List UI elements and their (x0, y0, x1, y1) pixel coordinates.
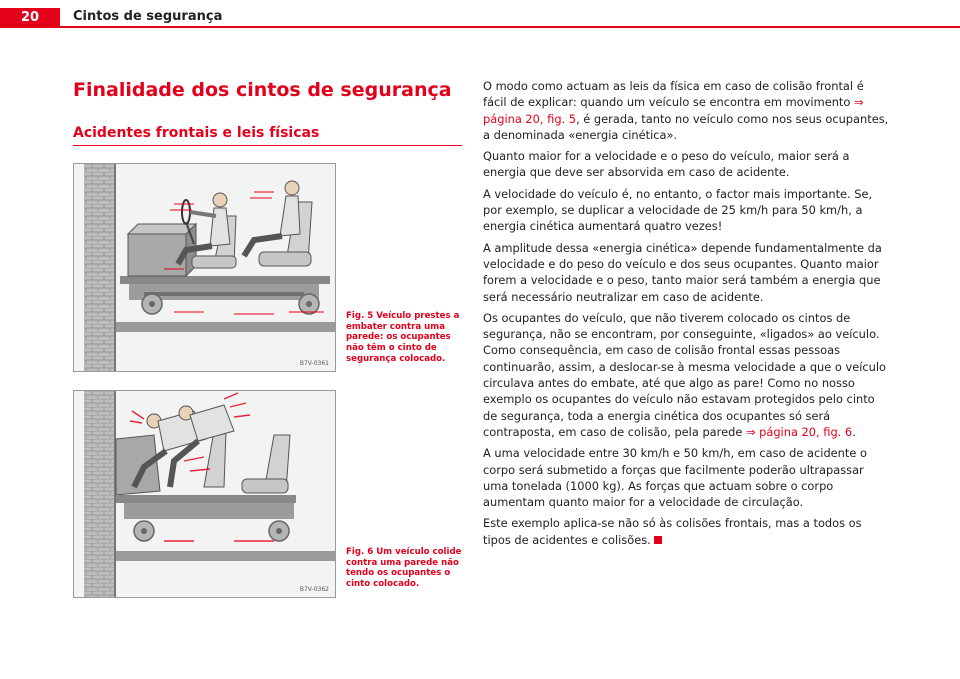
page-number: 20 (0, 8, 60, 28)
header-title: Cintos de segurança (73, 9, 223, 24)
link-fig-6[interactable]: ⇒ página 20, fig. 6 (745, 424, 853, 439)
figure-5-ref-code: B7V-0361 (299, 360, 329, 367)
figure-5-caption: Fig. 5 Veículo prestes a embater contra uma parede: os ocupantes não têm o cinto de segurança colocado. (346, 311, 460, 364)
paragraph-1: O modo como actuam as leis da física em caso de colisão frontal é fácil de explicar: quando um veículo se encontra em movimento ⇒ página 20, fig. 5, é gerada, tanto no veículo como nos seus ocupantes, a denominada «energia cinética». (483, 79, 889, 142)
page-header (0, 0, 960, 28)
paragraph-3: A velocidade do veículo é, no entanto, o factor mais importante. Se, por exemplo, se duplicar a velocidade de 25 km/h para 50 km/h, a energia cinética aumentará quatro vezes! (483, 186, 873, 234)
paragraph-5: Os ocupantes do veículo, que não tiverem colocado os cintos de segurança, não se encontram, por conseguinte, «ligados» ao veículo. Como consequência, em caso de colisão frontal essas pessoas continuarão, assim, a deslocar-se à mesma velocidade a que o veículo circulava antes do embate, até que algo as pare! Como no nosso exemplo os ocupantes do veículo não estavam protegidos pelo cinto de segurança, toda a energia cinética dos ocupantes só será contraposta, em caso de colisão, pela parede ⇒ página 20, fig. 6. (483, 310, 887, 439)
figure-6-ref-code: B7V-0362 (299, 586, 329, 593)
body-text (483, 78, 889, 553)
paragraph-7: Este exemplo aplica-se não só às colisões frontais, mas a todos os tipos de acidentes e colisões. (483, 516, 862, 547)
paragraph-6: A uma velocidade entre 30 km/h e 50 km/h, em caso de acidente o corpo será submetido a forças que facilmente poderão ultrapassar uma tonelada (1000 kg). As forças que actuam sobre o corpo aumentam quanto maior for a velocidade de circulação. (483, 446, 867, 510)
paragraph-2: Quanto maior for a velocidade e o peso do veículo, maior será a energia que deve ser absorvida em caso de acidente. (483, 149, 850, 180)
section-heading: Finalidade dos cintos de segurança (73, 79, 452, 101)
figure-5-illustration (73, 163, 336, 372)
header-rule (60, 26, 960, 28)
end-of-section-icon (654, 536, 662, 544)
paragraph-4: A amplitude dessa «energia cinética» depende fundamentalmente da velocidade e do peso do veículo e dos seus ocupantes. Quanto maior forem a velocidade e o peso, tanto maior será também a energia que será necessário neutralizar em caso de acidente. (483, 240, 882, 304)
link-fig-5[interactable]: ⇒ página 20, fig. 5 (483, 95, 864, 126)
figure-6-caption: Fig. 6 Um veículo colide contra uma parede não tendo os ocupantes o cinto colocado. (346, 547, 462, 590)
subsection-heading: Acidentes frontais e leis físicas (73, 125, 320, 141)
figure-6-illustration (73, 390, 336, 598)
subsection-rule (73, 145, 462, 146)
